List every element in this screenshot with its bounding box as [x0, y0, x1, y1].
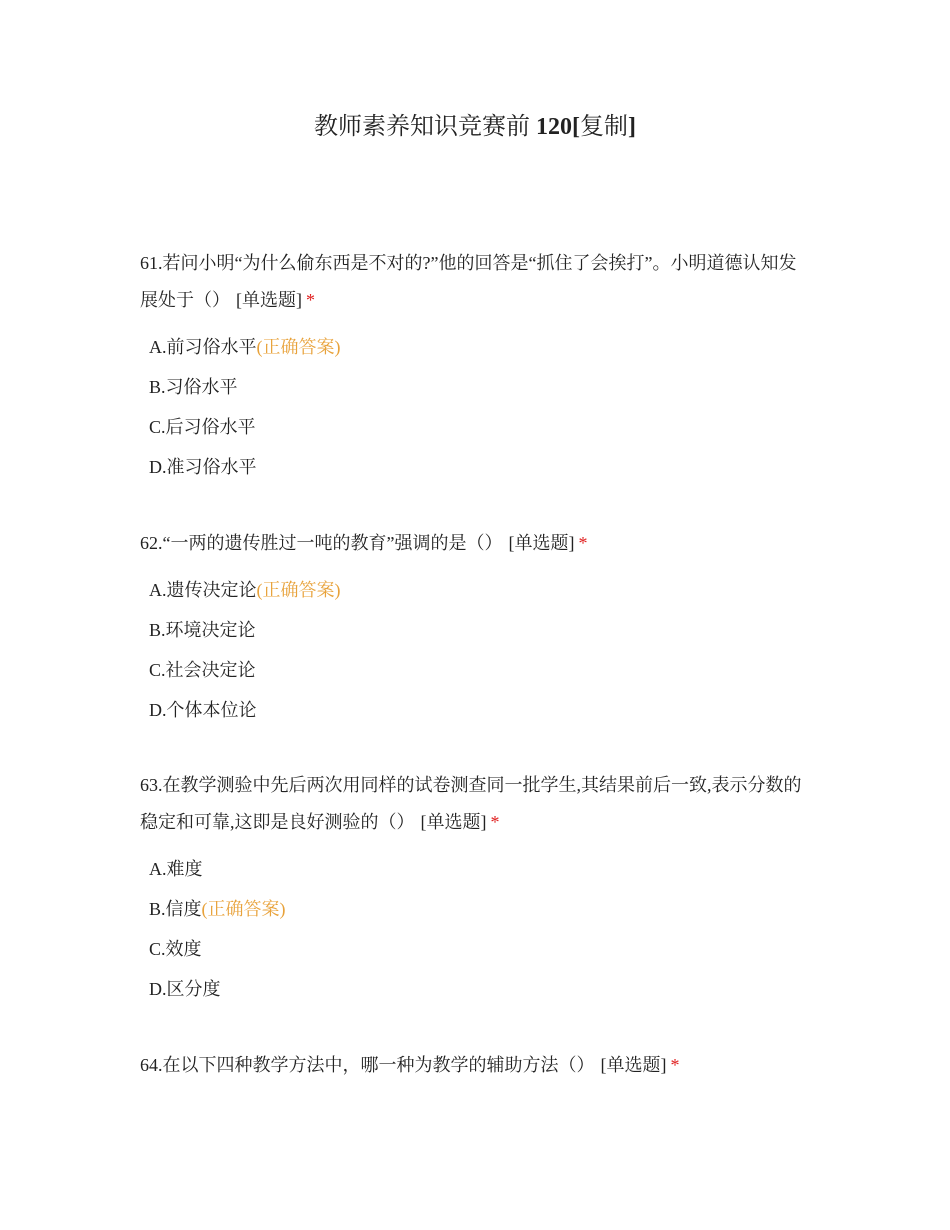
option-text: D.区分度 [149, 979, 221, 999]
question-62 [140, 525, 812, 730]
title-copy-label: 复制 [580, 114, 628, 140]
question-text: 62.“一两的遗传胜过一吨的教育”强调的是（） [140, 533, 503, 553]
correct-answer-tag: (正确答案) [201, 899, 286, 919]
option-text: D.准习俗水平 [149, 457, 257, 477]
correct-answer-tag: (正确答案) [256, 337, 341, 357]
option-b[interactable] [140, 889, 812, 929]
option-c[interactable] [140, 407, 812, 447]
required-mark: * [490, 812, 500, 832]
question-type: [单选题] [508, 533, 575, 553]
option-c[interactable] [140, 650, 812, 690]
required-mark: * [670, 1055, 680, 1075]
option-text: A.前习俗水平 [149, 337, 257, 357]
required-mark: * [306, 290, 315, 310]
question-stem [140, 525, 812, 562]
question-text: 64.在以下四种教学方法中，哪一种为教学的辅助方法（） [140, 1055, 595, 1075]
option-text: A.难度 [149, 859, 203, 879]
question-text: 61.若问小明“为什么偷东西是不对的?”他的回答是“抓住了会挨打”。小明道德认知发展处于（） [140, 253, 797, 310]
question-64 [140, 1047, 812, 1084]
option-text: B.习俗水平 [149, 377, 238, 397]
question-type: [单选题] [236, 290, 302, 310]
option-b[interactable] [140, 367, 812, 407]
question-63 [140, 767, 812, 1009]
option-list [140, 849, 812, 1009]
correct-answer-tag: (正确答案) [256, 580, 341, 600]
question-type: [单选题] [600, 1055, 667, 1075]
question-61 [140, 245, 812, 487]
option-text: C.效度 [149, 939, 202, 959]
option-list [140, 327, 812, 487]
option-d[interactable] [140, 690, 812, 730]
option-b[interactable] [140, 610, 812, 650]
title-prefix: 教师素养知识竞赛前 [314, 114, 530, 140]
option-c[interactable] [140, 929, 812, 969]
option-a[interactable] [140, 849, 812, 889]
option-d[interactable] [140, 969, 812, 1009]
option-list [140, 570, 812, 730]
option-text: C.社会决定论 [149, 660, 256, 680]
option-text: B.信度 [149, 899, 202, 919]
option-text: D.个体本位论 [149, 700, 257, 720]
question-text: 63.在教学测验中先后两次用同样的试卷测查同一批学生,其结果前后一致,表示分数的稳定和可靠,这即是良好测验的（） [140, 775, 802, 832]
option-text: C.后习俗水平 [149, 417, 256, 437]
title-number: 120[ [536, 114, 580, 140]
question-type: [单选题] [420, 812, 487, 832]
option-d[interactable] [140, 447, 812, 487]
required-mark: * [578, 533, 588, 553]
option-a[interactable] [140, 327, 812, 367]
question-stem [140, 245, 812, 319]
question-stem [140, 767, 812, 841]
page-title [0, 110, 950, 144]
title-bracket-close: ] [628, 114, 636, 140]
option-text: A.遗传决定论 [149, 580, 257, 600]
question-stem [140, 1047, 812, 1084]
option-text: B.环境决定论 [149, 620, 256, 640]
option-a[interactable] [140, 570, 812, 610]
